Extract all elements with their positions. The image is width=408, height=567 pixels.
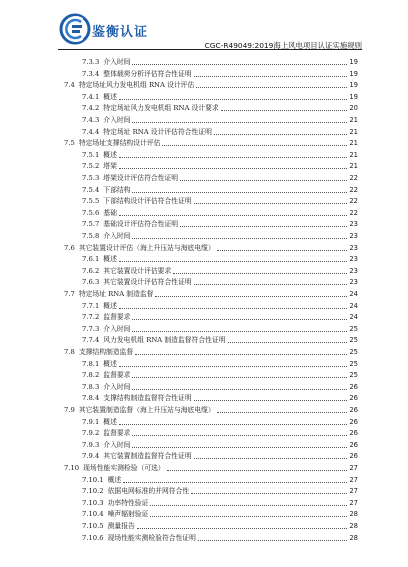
toc-entry-page: 24 <box>349 301 358 310</box>
toc-section-entry[interactable] <box>64 404 358 415</box>
toc-dot-leader <box>137 528 348 529</box>
toc-entry-title: 概述 <box>103 301 117 310</box>
toc-dot-leader <box>228 342 348 343</box>
header-divider <box>58 49 362 50</box>
toc-dot-leader <box>194 400 348 401</box>
toc-entry-number: 7.5.7 <box>82 220 100 229</box>
toc-entry-page: 23 <box>349 243 358 252</box>
toc-entry-number: 7.4.1 <box>82 92 100 101</box>
toc-entry-title: 特定场址支撑结构设计评估 <box>78 139 161 148</box>
toc-entry-title: 下部结构 <box>103 185 131 194</box>
toc-subsection-entry[interactable] <box>82 184 358 195</box>
toc-subsection-entry[interactable] <box>82 508 358 519</box>
toc-entry-number: 7.6 <box>64 243 75 252</box>
toc-dot-leader <box>132 238 347 239</box>
toc-subsection-entry[interactable] <box>82 427 358 438</box>
toc-subsection-entry[interactable] <box>82 207 358 218</box>
toc-entry-page: 23 <box>349 255 358 264</box>
toc-entry-page: 26 <box>349 406 358 414</box>
toc-entry-title: 依据电网标准的并网符合性 <box>107 487 190 496</box>
toc-entry-title: 支撑结构制造监督符合性证明 <box>103 394 192 403</box>
toc-dot-leader <box>191 493 347 494</box>
toc-dot-leader <box>132 122 347 123</box>
toc-subsection-entry[interactable] <box>82 416 358 427</box>
toc-dot-leader <box>132 377 347 378</box>
toc-entry-title: 塔架设计评估符合性证明 <box>103 174 179 182</box>
toc-entry-page: 26 <box>349 452 358 461</box>
toc-dot-leader <box>155 296 347 297</box>
toc-dot-leader <box>119 366 347 367</box>
toc-entry-page: 27 <box>349 487 358 496</box>
toc-dot-leader <box>180 226 347 227</box>
toc-subsection-entry[interactable] <box>82 369 358 380</box>
cgc-logo <box>58 12 178 46</box>
toc-entry-title: 介入时间 <box>103 232 131 240</box>
toc-entry-number: 7.8.4 <box>82 394 100 403</box>
toc-entry-page: 20 <box>349 104 358 113</box>
toc-entry-number: 7.4.4 <box>82 127 100 136</box>
toc-subsection-entry[interactable] <box>82 172 358 183</box>
toc-dot-leader <box>173 273 347 274</box>
toc-section-entry[interactable] <box>64 242 358 253</box>
toc-entry-number: 7.10.4 <box>82 510 104 519</box>
toc-entry-title: 介入时间 <box>103 324 131 333</box>
toc-section-entry[interactable] <box>64 137 358 148</box>
toc-entry-title: 塔架 <box>103 162 117 171</box>
toc-entry-number: 7.7 <box>64 290 75 298</box>
toc-entry-number: 7.8.1 <box>82 359 100 368</box>
toc-entry-page: 22 <box>349 185 358 194</box>
toc-subsection-entry[interactable] <box>82 218 358 229</box>
toc-entry-title: 现场性能实测检验符合性证明 <box>107 533 196 542</box>
toc-dot-leader <box>119 261 347 262</box>
toc-entry-page: 21 <box>349 139 358 148</box>
toc-entry-number: 7.4.2 <box>82 104 100 113</box>
toc-subsection-entry[interactable] <box>82 485 358 496</box>
toc-subsection-entry[interactable] <box>82 276 358 287</box>
toc-entry-page: 25 <box>349 324 358 333</box>
toc-entry-number: 7.6.3 <box>82 278 100 287</box>
toc-entry-page: 28 <box>349 510 358 519</box>
toc-entry-page: 27 <box>349 464 358 472</box>
toc-entry-page: 23 <box>349 278 358 287</box>
toc-dot-leader <box>119 215 347 216</box>
toc-subsection-entry[interactable] <box>82 381 358 392</box>
toc-dot-leader <box>150 505 347 506</box>
toc-entry-number: 7.10.1 <box>82 475 104 484</box>
toc-dot-leader <box>119 168 347 169</box>
toc-dot-leader <box>162 145 347 146</box>
toc-subsection-entry[interactable] <box>82 450 358 461</box>
toc-entry-number: 7.7.4 <box>82 336 100 345</box>
toc-subsection-entry[interactable] <box>82 392 358 403</box>
toc-dot-leader <box>119 424 347 425</box>
toc-entry-page: 22 <box>349 197 358 206</box>
toc-subsection-entry[interactable] <box>82 497 358 508</box>
toc-entry-title: 介入时间 <box>103 382 131 391</box>
toc-subsection-entry[interactable] <box>82 149 358 160</box>
toc-entry-number: 7.6.1 <box>82 255 100 264</box>
toc-entry-title: 其它装置设计评估符合性证明 <box>103 278 192 287</box>
logo-text: 鉴衡认证 <box>92 25 149 40</box>
toc-section-entry[interactable] <box>64 79 358 90</box>
toc-entry-title: 下部结构设计评估符合性证明 <box>103 197 192 206</box>
toc-entry-number: 7.5.8 <box>82 232 100 240</box>
toc-entry-number: 7.4 <box>64 81 75 90</box>
toc-subsection-entry[interactable] <box>82 126 358 137</box>
document-title: CGC-R49049:2019海上风电项目认证实施规则 <box>204 41 362 50</box>
toc-subsection-entry[interactable] <box>82 56 358 67</box>
toc-entry-page: 25 <box>349 336 358 345</box>
toc-dot-leader <box>119 99 347 100</box>
toc-entry-title: 介入时间 <box>103 440 131 449</box>
toc-entry-page: 21 <box>349 150 358 159</box>
toc-entry-page: 27 <box>349 498 358 507</box>
toc-dot-leader <box>132 331 347 332</box>
toc-entry-page: 26 <box>349 394 358 403</box>
toc-entry-page: 25 <box>349 371 358 380</box>
toc-subsection-entry[interactable] <box>82 91 358 102</box>
toc-entry-number: 7.5 <box>64 139 75 148</box>
toc-entry-title: 概述 <box>103 255 117 264</box>
toc-dot-leader <box>180 180 347 181</box>
toc-dot-leader <box>194 458 348 459</box>
toc-dot-leader <box>135 354 347 355</box>
toc-dot-leader <box>198 540 347 541</box>
toc-entry-number: 7.8.2 <box>82 371 100 380</box>
toc-entry-number: 7.7.1 <box>82 301 100 310</box>
toc-section-entry[interactable] <box>64 462 358 473</box>
toc-entry-title: 介入时间 <box>103 58 131 66</box>
toc-entry-title: 监督要求 <box>103 313 131 322</box>
toc-entry-number: 7.5.5 <box>82 197 100 206</box>
toc-entry-page: 22 <box>349 208 358 217</box>
toc-entry-page: 23 <box>349 266 358 275</box>
toc-entry-title: 其它装置设计评估要求 <box>103 266 172 275</box>
toc-dot-leader <box>132 64 347 65</box>
toc-entry-number: 7.5.2 <box>82 162 100 171</box>
toc-subsection-entry[interactable] <box>82 358 358 369</box>
toc-entry-title: 概述 <box>103 150 117 159</box>
toc-entry-page: 26 <box>349 382 358 391</box>
toc-entry-title: 介入时间 <box>103 116 131 124</box>
toc-subsection-entry[interactable] <box>82 323 358 334</box>
toc-entry-number: 7.9 <box>64 406 75 414</box>
toc-entry-number: 7.10.3 <box>82 498 104 507</box>
toc-entry-number: 7.3.4 <box>82 69 100 78</box>
toc-entry-page: 23 <box>349 220 358 229</box>
toc-dot-leader <box>150 516 347 517</box>
toc-entry-number: 7.10.5 <box>82 522 104 530</box>
toc-entry-title: 特定场址风力发电机组 RNA 设计评估 <box>78 81 195 90</box>
page-header <box>58 12 362 48</box>
toc-dot-leader <box>132 389 347 390</box>
toc-entry-page: 22 <box>349 174 358 182</box>
toc-subsection-entry[interactable] <box>82 68 358 79</box>
toc-entry-number: 7.5.1 <box>82 150 100 159</box>
toc-entry-title: 其它装置制造监督（海上升压站与海底电缆） <box>78 406 215 414</box>
toc-subsection-entry[interactable] <box>82 230 358 241</box>
toc-entry-page: 19 <box>349 58 358 66</box>
toc-dot-leader <box>132 192 347 193</box>
toc-entry-page: 25 <box>349 359 358 368</box>
toc-entry-title: 监督要求 <box>103 371 131 380</box>
toc-dot-leader <box>194 76 348 77</box>
toc-entry-number: 7.7.2 <box>82 313 100 322</box>
toc-entry-page: 27 <box>349 475 358 484</box>
toc-subsection-entry[interactable] <box>82 195 358 206</box>
toc-dot-leader <box>214 134 347 135</box>
toc-subsection-entry[interactable] <box>82 474 358 485</box>
toc-entry-title: 测量报告 <box>107 522 135 530</box>
toc-entry-title: 概述 <box>107 475 122 484</box>
toc-entry-number: 7.9.2 <box>82 429 100 438</box>
toc-entry-number: 7.5.3 <box>82 174 100 182</box>
toc-entry-title: 噪声辐射验证 <box>107 510 149 519</box>
toc-entry-number: 7.5.6 <box>82 208 100 217</box>
toc-entry-number: 7.7.3 <box>82 324 100 333</box>
toc-subsection-entry[interactable] <box>82 253 358 264</box>
toc-subsection-entry[interactable] <box>82 102 358 113</box>
toc-entry-page: 23 <box>349 232 358 240</box>
toc-dot-leader <box>119 157 347 158</box>
toc-subsection-entry[interactable] <box>82 439 358 450</box>
toc-dot-leader <box>132 435 347 436</box>
toc-subsection-entry[interactable] <box>82 520 358 531</box>
toc-subsection-entry[interactable] <box>82 160 358 171</box>
toc-dot-leader <box>217 250 348 251</box>
toc-entry-title: 功率特性验证 <box>107 498 149 507</box>
toc-dot-leader <box>217 412 348 413</box>
toc-dot-leader <box>123 482 347 483</box>
toc-subsection-entry[interactable] <box>82 532 358 543</box>
toc-subsection-entry[interactable] <box>82 265 358 276</box>
toc-entry-page: 19 <box>349 69 358 78</box>
toc-dot-leader <box>119 308 347 309</box>
toc-entry-number: 7.10 <box>64 464 80 472</box>
toc-entry-page: 21 <box>349 127 358 136</box>
toc-entry-page: 24 <box>349 313 358 322</box>
toc-entry-page: 21 <box>349 162 358 171</box>
toc-subsection-entry[interactable] <box>82 300 358 311</box>
toc-entry-page: 19 <box>349 81 358 90</box>
toc-entry-number: 7.10.6 <box>82 533 104 542</box>
toc-entry-page: 28 <box>349 533 358 542</box>
toc-entry-page: 19 <box>349 92 358 101</box>
toc-entry-title: 概述 <box>103 417 117 426</box>
toc-subsection-entry[interactable] <box>82 334 358 345</box>
toc-entry-number: 7.9.4 <box>82 452 100 461</box>
toc-entry-title: 概述 <box>103 359 117 368</box>
toc-entry-number: 7.4.3 <box>82 116 100 124</box>
toc-dot-leader <box>221 110 348 111</box>
toc-entry-number: 7.9.3 <box>82 440 100 449</box>
toc-entry-title: 特定场址 RNA 制造监督 <box>78 290 154 298</box>
toc-section-entry[interactable] <box>64 288 358 299</box>
toc-entry-title: 特定场址 RNA 设计评估符合性证明 <box>103 127 212 136</box>
toc-entry-title: 现场性能实测检验（可选） <box>83 464 165 472</box>
toc-entry-number: 7.8 <box>64 348 75 356</box>
toc-dot-leader <box>167 470 348 471</box>
toc-entry-title: 风力发电机组 RNA 制造监督符合性证明 <box>103 336 226 345</box>
toc-entry-page: 21 <box>349 116 358 124</box>
toc-entry-number: 7.6.2 <box>82 266 100 275</box>
toc-entry-number: 7.9.1 <box>82 417 100 426</box>
toc-entry-title: 整体载荷分析评估符合性证明 <box>103 69 192 78</box>
toc-dot-leader <box>194 284 348 285</box>
toc-entry-page: 26 <box>349 440 358 449</box>
toc-entry-number: 7.8.3 <box>82 382 100 391</box>
toc-entry-page: 28 <box>349 522 358 530</box>
toc-dot-leader <box>194 203 348 204</box>
toc-entry-page: 26 <box>349 429 358 438</box>
cgc-logo-icon <box>58 12 96 46</box>
toc-entry-title: 其它装置设计评估（海上升压站与海底电缆） <box>78 243 215 252</box>
toc-entry-number: 7.10.2 <box>82 487 104 496</box>
toc-entry-number: 7.3.3 <box>82 58 100 66</box>
toc-entry-title: 监督要求 <box>103 429 131 438</box>
toc-entry-title: 概述 <box>103 92 117 101</box>
toc-entry-title: 基础 <box>103 208 117 217</box>
toc-section-entry[interactable] <box>64 346 358 357</box>
toc-entry-number: 7.5.4 <box>82 185 100 194</box>
toc-entry-title: 基础设计评估符合性证明 <box>103 220 179 229</box>
toc-dot-leader <box>132 447 347 448</box>
toc-dot-leader <box>196 87 347 88</box>
toc-subsection-entry[interactable] <box>82 311 358 322</box>
toc-entry-title: 其它装置制造监督符合性证明 <box>103 452 192 461</box>
toc-entry-title: 支撑结构制造监督 <box>78 348 134 356</box>
toc-subsection-entry[interactable] <box>82 114 358 125</box>
toc-dot-leader <box>132 319 347 320</box>
toc-entry-page: 24 <box>349 290 358 298</box>
toc-entry-title: 特定场址风力发电机组 RNA 设计要求 <box>103 104 219 113</box>
toc-entry-page: 25 <box>349 348 358 356</box>
toc-entry-page: 26 <box>349 417 358 426</box>
